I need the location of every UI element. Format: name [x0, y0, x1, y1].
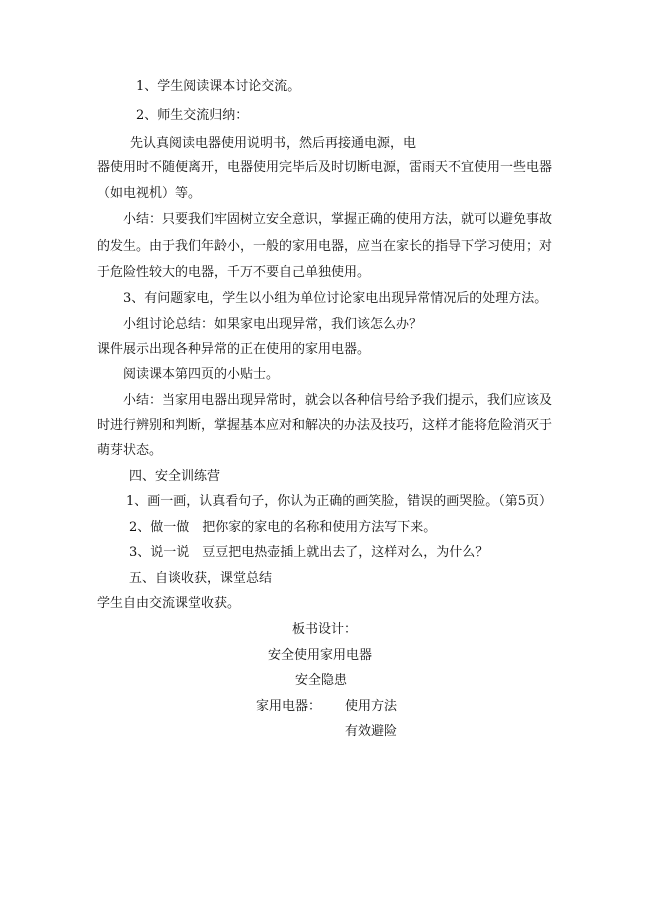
- paragraph-line: 小结：当家用电器出现异常时，就会以各种信号给予我们提示，我们应该及: [123, 393, 553, 408]
- paragraph-line: 器使用时不随便离开，电器使用完毕后及时切断电源，雷雨天不宜使用一些电器: [97, 160, 553, 175]
- paragraph-line: 1、学生阅读课本讨论交流。: [136, 79, 301, 94]
- list-item: 1、画一画，认真看句子，你认为正确的画笑脸，错误的画哭脸。（第5页）: [126, 494, 553, 509]
- paragraph-line: 小结：只要我们牢固树立安全意识，掌握正确的使用方法，就可以避免事故: [123, 212, 553, 227]
- paragraph-line: 学生自由交流课堂收获。: [97, 596, 241, 611]
- paragraph-line: 先认真阅读电器使用说明书，然后再接通电源，电: [130, 136, 417, 151]
- board-avoid: 有效避险: [345, 724, 398, 739]
- paragraph-line: 时进行辨别和判断，掌握基本应对和解决的办法及技巧，这样才能将危险消灭于: [97, 418, 553, 433]
- section-heading: 五、自谈收获，课堂总结: [129, 571, 273, 586]
- paragraph-line: 阅读课本第四页的小贴士。: [123, 367, 280, 382]
- paragraph-line: 的发生。由于我们年龄小，一般的家用电器，应当在家长的指导下学习使用；对: [97, 239, 553, 254]
- paragraph-line: 2、师生交流归纳：: [136, 108, 249, 123]
- section-heading: 四、安全训练营: [129, 469, 221, 484]
- paragraph-line: 于危险性较大的电器，千万不要自己单独使用。: [97, 265, 371, 280]
- board-method: 使用方法: [345, 699, 398, 714]
- paragraph-line: 课件展示出现各种异常的正在使用的家用电器。: [97, 342, 371, 357]
- paragraph-line: 3、有问题家电，学生以小组为单位讨论家电出现异常情况后的处理方法。: [123, 291, 548, 306]
- board-title: 安全使用家用电器: [268, 648, 373, 663]
- paragraph-line: 小组讨论总结：如果家电出现异常，我们该怎么办？: [123, 317, 423, 332]
- list-item: 3、说一说 豆豆把电热壶插上就出去了，这样对么，为什么？: [129, 545, 489, 560]
- list-item: 2、做一做 把你家的家电的名称和使用方法写下来。: [129, 520, 437, 535]
- paragraph-line: （如电视机）等。: [97, 186, 202, 201]
- board-hazard: 安全隐患: [295, 673, 348, 688]
- board-heading: 板书设计：: [292, 622, 358, 637]
- board-appliance-label: 家用电器：: [256, 699, 322, 714]
- paragraph-line: 萌芽状态。: [97, 443, 163, 458]
